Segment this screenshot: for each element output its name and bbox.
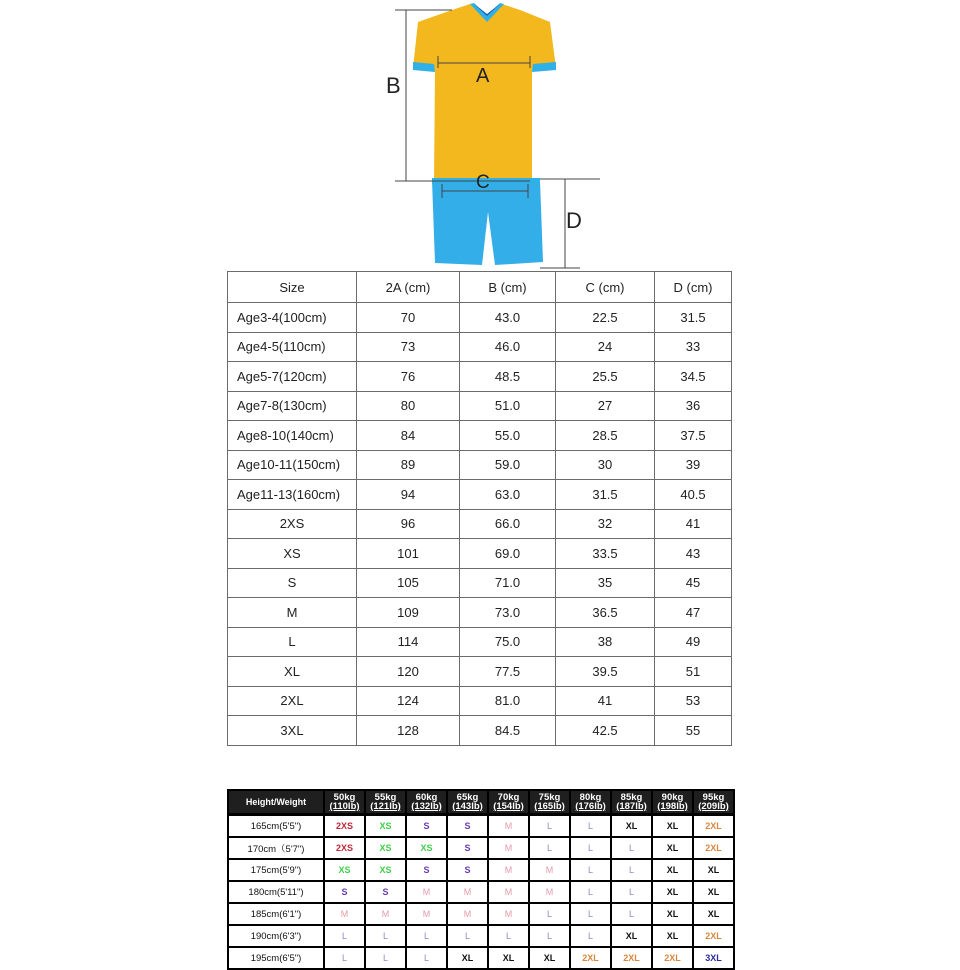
measurement-value: 22.5 xyxy=(556,303,655,333)
weight-kg: 55kg xyxy=(374,792,397,803)
weight-kg: 70kg xyxy=(497,792,520,803)
recommended-size: S xyxy=(447,837,488,859)
measurement-value: 96 xyxy=(357,509,460,539)
measurement-value: 124 xyxy=(357,686,460,716)
weight-header xyxy=(406,790,447,815)
weight-header xyxy=(365,790,406,815)
weight-kg: 90kg xyxy=(661,792,684,803)
recommended-size: M xyxy=(488,881,529,903)
measurement-value: 43.0 xyxy=(460,303,556,333)
measurement-value: 128 xyxy=(357,716,460,746)
weight-kg: 60kg xyxy=(415,792,438,803)
measurement-value: 38 xyxy=(556,627,655,657)
recommended-size: 2XL xyxy=(570,947,611,969)
column-header: 2A (cm) xyxy=(357,272,460,303)
recommended-size: M xyxy=(529,859,570,881)
measurement-value: 49 xyxy=(655,627,732,657)
garment-diagram xyxy=(380,0,610,270)
recommended-size: M xyxy=(365,903,406,925)
table-row xyxy=(228,391,732,421)
weight-kg: 75kg xyxy=(538,792,561,803)
recommended-size: 2XL xyxy=(611,947,652,969)
measurement-value: 94 xyxy=(357,480,460,510)
label-d: D xyxy=(566,208,582,233)
recommended-size: XL xyxy=(693,859,734,881)
height-label: 175cm(5'9") xyxy=(228,859,324,881)
column-header: B (cm) xyxy=(460,272,556,303)
size-label: Age7-8(130cm) xyxy=(228,391,357,421)
size-label: XL xyxy=(228,657,357,687)
table-row xyxy=(228,925,734,947)
recommended-size: M xyxy=(447,881,488,903)
size-label: 2XL xyxy=(228,686,357,716)
recommended-size: L xyxy=(365,947,406,969)
size-label: Age10-11(150cm) xyxy=(228,450,357,480)
measurement-value: 55 xyxy=(655,716,732,746)
recommended-size: L xyxy=(529,903,570,925)
recommended-size: L xyxy=(570,903,611,925)
recommended-size: 2XL xyxy=(652,947,693,969)
measurement-value: 28.5 xyxy=(556,421,655,451)
recommended-size: M xyxy=(324,903,365,925)
height-weight-corner: Height/Weight xyxy=(228,790,324,815)
recommended-size: L xyxy=(488,925,529,947)
table-row xyxy=(228,947,734,969)
table-row xyxy=(228,598,732,628)
measurement-value: 105 xyxy=(357,568,460,598)
size-guide-body xyxy=(228,815,734,970)
measurement-table xyxy=(227,271,732,746)
weight-header xyxy=(529,790,570,815)
recommended-size: M xyxy=(488,859,529,881)
recommended-size: 2XL xyxy=(693,815,734,838)
recommended-size: L xyxy=(611,903,652,925)
recommended-size: XS xyxy=(365,837,406,859)
weight-lb: (154lb) xyxy=(493,801,524,812)
measurement-table-body xyxy=(228,303,732,746)
measurement-value: 114 xyxy=(357,627,460,657)
weight-lb: (198lb) xyxy=(657,801,688,812)
table-row xyxy=(228,881,734,903)
label-c: C xyxy=(476,172,490,193)
recommended-size: L xyxy=(611,837,652,859)
height-label: 195cm(6'5") xyxy=(228,947,324,969)
weight-kg: 85kg xyxy=(620,792,643,803)
weight-kg: 65kg xyxy=(456,792,479,803)
size-label: Age3-4(100cm) xyxy=(228,303,357,333)
weight-lb: (110lb) xyxy=(329,801,360,812)
table-row xyxy=(228,837,734,859)
recommended-size: XL xyxy=(447,947,488,969)
measurement-value: 31.5 xyxy=(556,480,655,510)
recommended-size: XL xyxy=(693,881,734,903)
height-label: 180cm(5'11") xyxy=(228,881,324,903)
measurement-value: 31.5 xyxy=(655,303,732,333)
recommended-size: XL xyxy=(529,947,570,969)
recommended-size: S xyxy=(324,881,365,903)
measurement-value: 41 xyxy=(655,509,732,539)
table-row xyxy=(228,815,734,838)
weight-header xyxy=(570,790,611,815)
kit-illustration xyxy=(380,0,610,270)
measurement-value: 70 xyxy=(357,303,460,333)
table-row xyxy=(228,450,732,480)
measurement-value: 51.0 xyxy=(460,391,556,421)
recommended-size: S xyxy=(365,881,406,903)
measurement-value: 36 xyxy=(655,391,732,421)
measurement-value: 46.0 xyxy=(460,332,556,362)
recommended-size: L xyxy=(529,925,570,947)
measurement-value: 59.0 xyxy=(460,450,556,480)
recommended-size: L xyxy=(529,837,570,859)
recommended-size: XL xyxy=(652,903,693,925)
measurement-value: 33 xyxy=(655,332,732,362)
recommended-size: L xyxy=(365,925,406,947)
measurement-value: 30 xyxy=(556,450,655,480)
recommended-size: XL xyxy=(652,859,693,881)
measurement-value: 73.0 xyxy=(460,598,556,628)
size-label: Age5-7(120cm) xyxy=(228,362,357,392)
recommended-size: XS xyxy=(365,859,406,881)
recommended-size: S xyxy=(406,859,447,881)
recommended-size: M xyxy=(406,881,447,903)
recommended-size: S xyxy=(406,815,447,838)
recommended-size: S xyxy=(447,815,488,838)
measurement-value: 33.5 xyxy=(556,539,655,569)
recommended-size: XL xyxy=(488,947,529,969)
table-row xyxy=(228,859,734,881)
recommended-size: L xyxy=(324,947,365,969)
weight-header xyxy=(693,790,734,815)
table-row xyxy=(228,903,734,925)
size-label: S xyxy=(228,568,357,598)
measurement-value: 109 xyxy=(357,598,460,628)
measurement-value: 48.5 xyxy=(460,362,556,392)
recommended-size: M xyxy=(488,837,529,859)
measurement-value: 69.0 xyxy=(460,539,556,569)
recommended-size: XL xyxy=(693,903,734,925)
recommended-size: L xyxy=(529,815,570,838)
measurement-value: 76 xyxy=(357,362,460,392)
recommended-size: L xyxy=(324,925,365,947)
size-label: XS xyxy=(228,539,357,569)
recommended-size: M xyxy=(447,903,488,925)
weight-lb: (209lb) xyxy=(698,801,729,812)
recommended-size: XL xyxy=(652,815,693,838)
recommended-size: 2XL xyxy=(693,837,734,859)
measurement-value: 101 xyxy=(357,539,460,569)
recommended-size: L xyxy=(570,815,611,838)
measurement-value: 120 xyxy=(357,657,460,687)
weight-header xyxy=(611,790,652,815)
recommended-size: 3XL xyxy=(693,947,734,969)
recommended-size: L xyxy=(570,837,611,859)
weight-lb: (121lb) xyxy=(370,801,401,812)
height-label: 165cm(5'5") xyxy=(228,815,324,838)
weight-header xyxy=(652,790,693,815)
weight-lb: (132lb) xyxy=(411,801,442,812)
column-header: D (cm) xyxy=(655,272,732,303)
measurement-value: 89 xyxy=(357,450,460,480)
measurement-value: 24 xyxy=(556,332,655,362)
recommended-size: L xyxy=(406,947,447,969)
recommended-size: L xyxy=(570,925,611,947)
height-label: 170cm（5'7") xyxy=(228,837,324,859)
recommended-size: XL xyxy=(611,815,652,838)
recommended-size: 2XS xyxy=(324,837,365,859)
table-row xyxy=(228,303,732,333)
size-label: M xyxy=(228,598,357,628)
recommended-size: XL xyxy=(652,925,693,947)
height-label: 190cm(6'3") xyxy=(228,925,324,947)
measurement-value: 25.5 xyxy=(556,362,655,392)
weight-header xyxy=(447,790,488,815)
table-row xyxy=(228,480,732,510)
measurement-value: 41 xyxy=(556,686,655,716)
measurement-value: 27 xyxy=(556,391,655,421)
size-label: 2XS xyxy=(228,509,357,539)
recommended-size: 2XL xyxy=(693,925,734,947)
measurement-value: 43 xyxy=(655,539,732,569)
table-row xyxy=(228,568,732,598)
measurement-value: 66.0 xyxy=(460,509,556,539)
shirt-shape xyxy=(413,4,556,182)
measurement-value: 34.5 xyxy=(655,362,732,392)
measurement-value: 77.5 xyxy=(460,657,556,687)
measurement-value: 37.5 xyxy=(655,421,732,451)
measurement-value: 42.5 xyxy=(556,716,655,746)
weight-header xyxy=(324,790,365,815)
recommended-size: L xyxy=(570,859,611,881)
column-header: C (cm) xyxy=(556,272,655,303)
weight-kg: 95kg xyxy=(702,792,725,803)
table-row xyxy=(228,332,732,362)
weight-header xyxy=(488,790,529,815)
recommended-size: M xyxy=(488,903,529,925)
recommended-size: L xyxy=(611,859,652,881)
table-row xyxy=(228,362,732,392)
measurement-header-row xyxy=(228,272,732,303)
recommended-size: XS xyxy=(324,859,365,881)
measurement-value: 84 xyxy=(357,421,460,451)
size-label: L xyxy=(228,627,357,657)
measurement-value: 36.5 xyxy=(556,598,655,628)
table-row xyxy=(228,627,732,657)
measurement-value: 73 xyxy=(357,332,460,362)
weight-lb: (187lb) xyxy=(616,801,647,812)
measurement-value: 51 xyxy=(655,657,732,687)
recommended-size: M xyxy=(529,881,570,903)
measurement-value: 71.0 xyxy=(460,568,556,598)
recommended-size: M xyxy=(406,903,447,925)
measurement-value: 63.0 xyxy=(460,480,556,510)
recommended-size: XL xyxy=(611,925,652,947)
measurement-value: 47 xyxy=(655,598,732,628)
measurement-value: 53 xyxy=(655,686,732,716)
label-a: A xyxy=(476,65,490,87)
weight-kg: 80kg xyxy=(579,792,602,803)
weight-lb: (176lb) xyxy=(575,801,606,812)
weight-kg: 50kg xyxy=(333,792,356,803)
recommended-size: S xyxy=(447,859,488,881)
measurement-value: 35 xyxy=(556,568,655,598)
size-label: Age8-10(140cm) xyxy=(228,421,357,451)
measurement-value: 55.0 xyxy=(460,421,556,451)
measurement-value: 81.0 xyxy=(460,686,556,716)
measurement-value: 80 xyxy=(357,391,460,421)
recommended-size: XS xyxy=(365,815,406,838)
measurement-value: 32 xyxy=(556,509,655,539)
recommended-size: L xyxy=(611,881,652,903)
measurement-value: 45 xyxy=(655,568,732,598)
recommended-size: XS xyxy=(406,837,447,859)
recommended-size: L xyxy=(406,925,447,947)
recommended-size: XL xyxy=(652,837,693,859)
table-row xyxy=(228,657,732,687)
size-label: Age4-5(110cm) xyxy=(228,332,357,362)
table-row xyxy=(228,509,732,539)
table-row xyxy=(228,421,732,451)
size-guide-table xyxy=(227,789,735,970)
size-guide-header-row xyxy=(228,790,734,815)
measurement-value: 39.5 xyxy=(556,657,655,687)
weight-lb: (165lb) xyxy=(534,801,565,812)
recommended-size: L xyxy=(447,925,488,947)
recommended-size: 2XS xyxy=(324,815,365,838)
measurement-value: 39 xyxy=(655,450,732,480)
size-label: Age11-13(160cm) xyxy=(228,480,357,510)
table-row xyxy=(228,716,732,746)
height-label: 185cm(6'1") xyxy=(228,903,324,925)
measurement-value: 84.5 xyxy=(460,716,556,746)
table-row xyxy=(228,539,732,569)
weight-lb: (143lb) xyxy=(452,801,483,812)
measurement-value: 40.5 xyxy=(655,480,732,510)
table-row xyxy=(228,686,732,716)
measurement-value: 75.0 xyxy=(460,627,556,657)
recommended-size: L xyxy=(570,881,611,903)
size-label: 3XL xyxy=(228,716,357,746)
label-b: B xyxy=(386,73,401,98)
column-header: Size xyxy=(228,272,357,303)
recommended-size: XL xyxy=(652,881,693,903)
recommended-size: M xyxy=(488,815,529,838)
